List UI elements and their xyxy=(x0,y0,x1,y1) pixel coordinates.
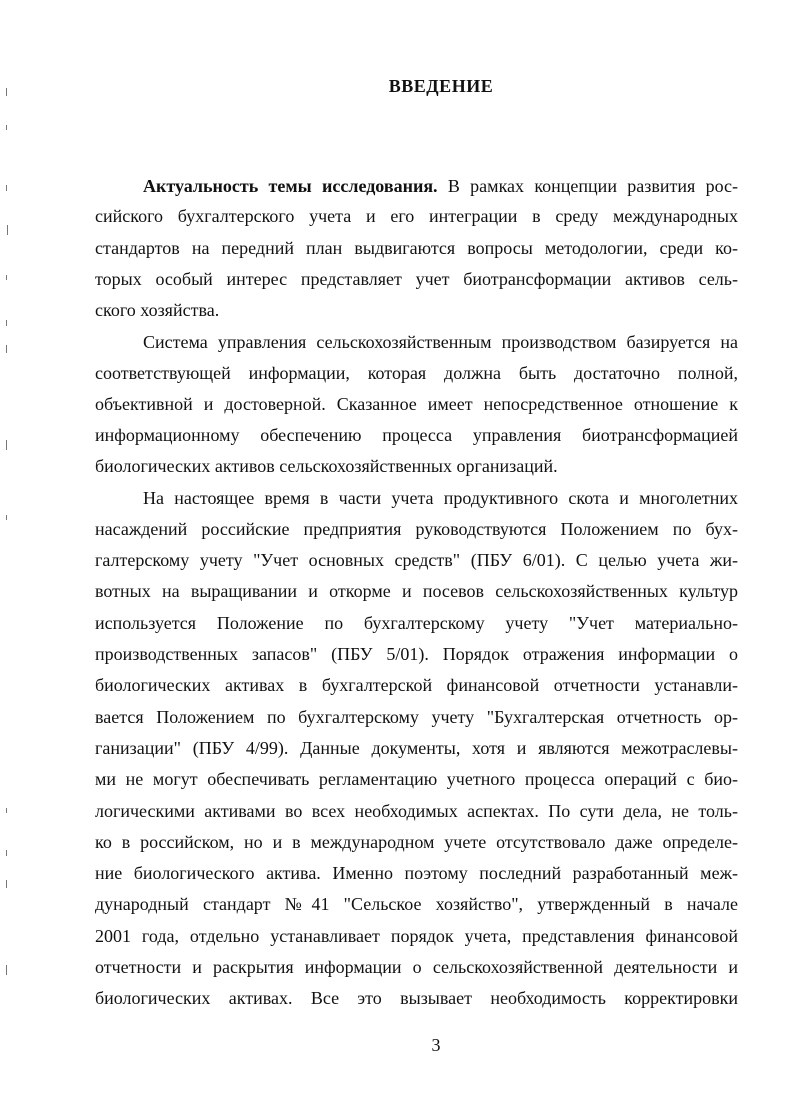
paragraph-1-line-3: стандартов на передний план выдвигаются вопросы методологии, среди ко- xyxy=(95,238,738,258)
paragraph-3-line-8: вается Положением по бухгалтерскому учету "Бухгалтерская отчетность ор- xyxy=(95,707,738,727)
scan-artifact xyxy=(6,320,7,326)
paragraph-3-line-16: отчетности и раскрытия информации о сельскохозяйственной деятельности и xyxy=(95,957,738,977)
scan-artifact xyxy=(6,515,7,520)
paragraph-1-lead: Актуальность темы исследования. xyxy=(143,176,438,196)
paragraph-1-line-1-text: В рамках концепции развития рос- xyxy=(437,176,739,196)
paragraph-3-line-2: насаждений российские предприятия руководствуются Положением по бух- xyxy=(95,519,738,539)
scan-artifact xyxy=(6,808,7,813)
scan-artifact xyxy=(6,440,7,450)
paragraph-1-line-4: торых особый интерес представляет учет биотрансформации активов сель- xyxy=(95,269,738,289)
page-title: ВВЕДЕНИЕ xyxy=(388,76,494,96)
paragraph-2-line-5: биологических активов сельскохозяйственных организаций. xyxy=(95,456,558,476)
paragraph-2-line-4: информационному обеспечению процесса управления биотрансформацией xyxy=(95,425,738,445)
paragraph-3-line-9: ганизации" (ПБУ 4/99). Данные документы, хотя и являются межотраслевы- xyxy=(95,738,738,758)
paragraph-3-line-4: вотных на выращивании и откорме и посевов сельскохозяйственных культур xyxy=(95,581,738,601)
paragraph-2-line-1: Система управления сельскохозяйственным производством базируется на xyxy=(143,332,738,352)
scan-artifact xyxy=(6,345,7,353)
paragraph-3-line-6: производственных запасов" (ПБУ 5/01). Порядок отражения информации о xyxy=(95,644,738,664)
scan-artifact xyxy=(6,125,7,130)
scan-artifact xyxy=(6,850,7,856)
paragraph-1-line-2: сийского бухгалтерского учета и его интеграции в среду международных xyxy=(95,206,738,226)
paragraph-3-line-15: 2001 года, отдельно устанавливает порядок учета, представления финансовой xyxy=(95,926,738,946)
paragraph-3-line-14: дународный стандарт №41 "Сельское хозяйство", утвержденный в начале xyxy=(95,894,738,914)
paragraph-2-line-2: соответствующей информации, которая должна быть достаточно полной, xyxy=(95,363,738,383)
paragraph-1-line-5: ского хозяйства. xyxy=(95,300,220,320)
paragraph-3-line-17: биологических активах. Все это вызывает необходимость корректировки xyxy=(95,988,738,1008)
page-number: 3 xyxy=(431,1035,441,1055)
paragraph-3-line-11: логическими активами во всех необходимых аспектах. По сути дела, не толь- xyxy=(95,801,738,821)
paragraph-2-line-3: объективной и достоверной. Сказанное имеет непосредственное отношение к xyxy=(95,394,738,414)
paragraph-3-line-10: ми не могут обеспечивать регламентацию учетного процесса операций с био- xyxy=(95,769,738,789)
paragraph-3-line-3: галтерскому учету "Учет основных средств" (ПБУ 6/01). С целью учета жи- xyxy=(95,550,738,570)
scan-artifact xyxy=(6,965,7,975)
scan-artifact xyxy=(6,880,7,888)
paragraph-3-line-12: ко в российском, но и в международном учете отсутствовало даже определе- xyxy=(95,832,738,852)
paragraph-3-line-7: биологических активах в бухгалтерской финансовой отчетности устанавли- xyxy=(95,675,738,695)
paragraph-3-line-5: используется Положение по бухгалтерскому учету "Учет материально- xyxy=(95,613,738,633)
paragraph-1-line-1 xyxy=(143,171,738,201)
scan-artifact xyxy=(6,185,7,191)
scan-artifact xyxy=(6,275,7,280)
paragraph-3-line-1: На настоящее время в части учета продуктивного скота и многолетних xyxy=(143,488,738,508)
scan-artifact xyxy=(7,225,8,235)
paragraph-3-line-13: ние биологического актива. Именно поэтому последний разработанный меж- xyxy=(95,863,738,883)
